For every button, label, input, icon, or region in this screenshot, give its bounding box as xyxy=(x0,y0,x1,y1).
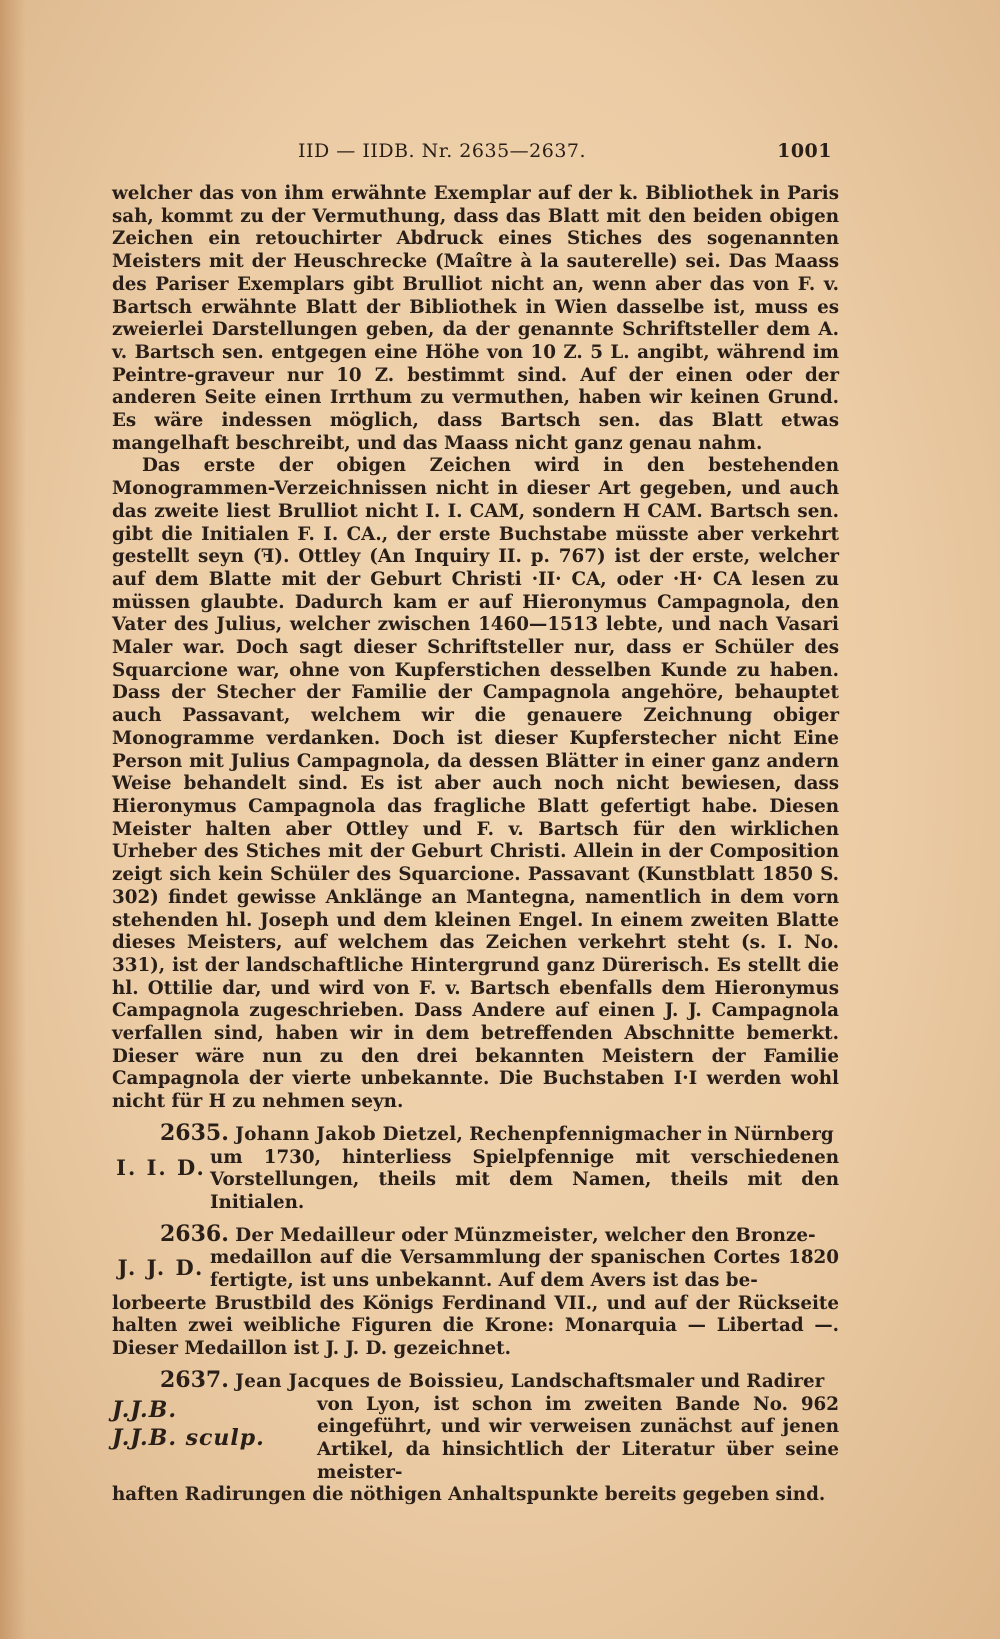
page-edge-shadow xyxy=(0,0,26,1639)
entry-body xyxy=(112,1247,839,1292)
entry-text: medaillon auf die Versammlung der spanischen Cortes 1820 fertigte, ist uns unbekannt. Auf dem Avers ist das be- xyxy=(210,1247,839,1292)
entry-name: Jean Jacques de Boissieu xyxy=(235,1370,499,1392)
monogram-line-1: J.J.B. xyxy=(112,1396,177,1423)
header-title: IID — IIDB. Nr. 2635—2637. xyxy=(298,140,587,162)
entry-number: 2635. xyxy=(160,1119,229,1146)
entry-text-tail: lorbeerte Brustbild des Königs Ferdinand VII., und auf der Rückseite halten zwei weibliche Figuren die Krone: Monarquia — Libertad —. Dieser Medaillon ist J. J. D. gezeichnet. xyxy=(112,1292,839,1360)
entry-2637 xyxy=(112,1366,839,1507)
entry-name: Johann Jakob Dietzel xyxy=(235,1123,457,1145)
running-header xyxy=(112,140,832,166)
entry-heading-rest: , Landschaftsmaler und Radirer xyxy=(498,1370,825,1392)
paragraph: Das erste der obigen Zeichen wird in den bestehenden Monogrammen-Verzeichnissen nicht in dieser Art gegeben, und auch das zweite liest Brulliot nicht I. I. CAM, sondern H CAM. Bartsch sen. gibt die Initialen F. I. CA., der erste Buchstabe müsste aber verkehrt gestellt seyn (ꟻ). Ottley (An Inquiry II. p. 767) ist der erste, welcher auf dem Blatte mit der Geburt Christi ·II· CA, oder ·H· CA lesen zu müssen glaubte. Dadurch kam er auf Hieronymus Campagnola, den Vater des Julius, welcher zwischen 1460—1513 lebte, und nach Vasari Maler war. Doch sagt dieser Schriftsteller nur, dass er Schüler des Squarcione war, ohne von Kupferstichen desselben Kunde zu haben. Dass der Stecher der Familie der Campagnola angehöre, behauptet auch Passavant, welchem wir die genauere Zeichnung obiger Monogramme verdanken. Doch ist dieser Kupferstecher nicht Eine Person mit Julius Campagnola, da dessen Blätter in einer ganz andern Weise behandelt sind. Es ist aber auch noch nicht bewiesen, dass Hieronymus Campagnola das fragliche Blatt gefertigt habe. Diesen Meister halten aber Ottley und F. v. Bartsch für den wirklichen Urheber des Stiches mit der Geburt Christi. Allein in der Composition zeigt sich kein Schüler des Squarcione. Passavant (Kunstblatt 1850 S. 302) findet gewisse Anklänge an Mantegna, namentlich in dem vorn stehenden hl. Joseph und dem kleinen Engel. In einem zweiten Blatte dieses Meisters, auf welchem das Zeichen verkehrt steht (s. I. No. 331), ist der landschaftliche Hintergrund ganz Dürerisch. Es stellt die hl. Ottilie dar, und wird von F. v. Bartsch ebenfalls dem Hieronymus Campagnola zugeschrieben. Dass Andere auf einen J. J. Campagnola verfallen sind, haben wir in dem betreffenden Abschnitte bemerkt. Dieser wäre nun zu den drei bekannten Meistern der Familie Campagnola der vierte unbekannte. Die Buchstaben I·I werden wohl nicht für H zu nehmen seyn. xyxy=(112,455,839,1113)
entry-heading-rest: , welcher den Bronze- xyxy=(592,1224,816,1246)
entry-connector: oder xyxy=(394,1224,454,1246)
entry-number: 2637. xyxy=(160,1366,229,1393)
monogram-line-2: J.J.B. sculp. xyxy=(112,1424,265,1451)
page-body xyxy=(112,183,839,1507)
entry-monogram: I. I. D. xyxy=(116,1154,206,1180)
entry-text: von Lyon, ist schon im zweiten Bande No. 962 eingeführt, und wir verweisen zunächst auf jenen Artikel, da hinsichtlich der Literatur über seine meister- xyxy=(317,1393,839,1483)
entry-number: 2636. xyxy=(160,1220,229,1247)
entry-text: um 1730, hinterliess Spielpfennige mit verschiedenen Vorstellungen, theils mit dem Namen, theils mit den Initialen. xyxy=(210,1146,839,1213)
entry-name: Der Medailleur xyxy=(235,1224,395,1246)
entry-heading xyxy=(112,1366,839,1394)
entry-2635 xyxy=(112,1119,839,1215)
entry-body xyxy=(112,1147,839,1215)
entry-body xyxy=(112,1394,839,1485)
entry-text-tail: haften Radirungen die nöthigen Anhaltspunkte bereits gegeben sind. xyxy=(112,1484,826,1506)
entry-heading xyxy=(112,1220,839,1248)
page-number: 1001 xyxy=(777,140,832,162)
entry-heading-rest: , Rechenpfennigmacher in Nürnberg xyxy=(456,1123,834,1145)
paragraph-continuation: welcher das von ihm erwähnte Exemplar auf der k. Bibliothek in Paris sah, kommt zu der Vermuthung, dass das Blatt mit den beiden obigen Zeichen ein retouchirter Abdruck eines Stiches des sogenannten Meisters mit der Heuschrecke (Maître à la sauterelle) sei. Das Maass des Pariser Exemplars gibt Brulliot nicht an, wenn aber das von F. v. Bartsch erwähnte Blatt der Bibliothek in Wien dasselbe ist, muss es zweierlei Darstellungen geben, da der genannte Schriftsteller dem A. v. Bartsch sen. entgegen eine Höhe von 10 Z. 5 L. angibt, während im Peintre-graveur nur 10 Z. bestimmt sind. Auf der einen oder der anderen Seite einen Irrthum zu vermuthen, haben wir keinen Grund. Es wäre indessen möglich, dass Bartsch sen. das Blatt etwas mangelhaft beschreibt, und das Maass nicht ganz genau nahm. xyxy=(112,183,839,454)
entry-heading xyxy=(112,1119,839,1147)
entry-2636 xyxy=(112,1220,839,1361)
entry-name-2: Münzmeister xyxy=(453,1224,593,1246)
entry-monogram-script xyxy=(112,1394,317,1485)
entry-monogram: J. J. D. xyxy=(117,1255,205,1281)
